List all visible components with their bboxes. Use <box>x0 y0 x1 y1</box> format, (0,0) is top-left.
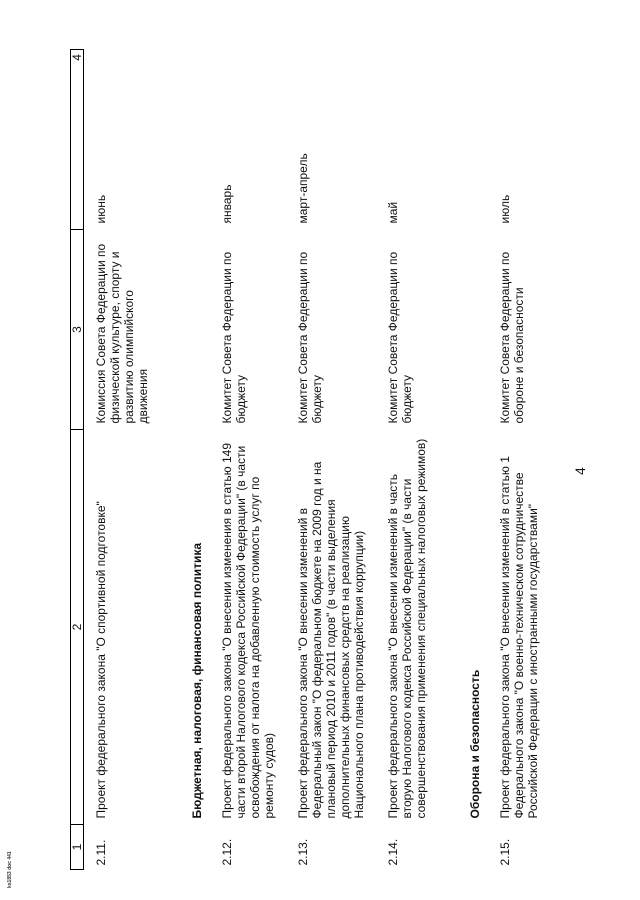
row-term: март-апрель <box>296 153 310 224</box>
row-title: Проект федерального закона "О внесении изменений в часть вторую Налогового кодекса Российской Федерации" (в части совершенствования применения специальных налоговых режимов) <box>386 438 428 819</box>
section-heading-budget: Бюджетная, налоговая, финансовая политика <box>190 542 204 819</box>
column-header-3: 3 <box>71 230 84 430</box>
section-heading-row <box>448 50 498 870</box>
row-number: 2.15. <box>498 838 512 866</box>
page-number: 4 <box>572 467 588 475</box>
column-header-2: 2 <box>71 430 84 825</box>
row-number: 2.11. <box>94 839 108 866</box>
row-term: июнь <box>94 194 108 224</box>
row-term: январь <box>220 184 234 224</box>
row-responsible: Комитет Совета Федерации по бюджету <box>386 251 414 424</box>
row-term: июль <box>498 194 512 224</box>
row-title: Проект федерального закона "О внесении изменения в статью 149 части второй Налогового кодекса Российской Федерации" (в части освобождения от налога на добавленную стоимость услуг по ремонту судов) <box>220 442 276 819</box>
row-responsible: Комиссия Совета Федерации по физической культуре, спорту и развитию олимпийского движения <box>94 243 150 424</box>
row-number: 2.13. <box>296 838 310 866</box>
row-responsible: Комитет Совета Федерации по обороне и безопасности <box>498 251 526 424</box>
row-responsible: Комитет Совета Федерации по бюджету <box>220 251 248 424</box>
table-row <box>498 50 560 870</box>
row-title: Проект федерального закона "О внесении изменений в Федеральный закон "О федеральном бюджете на 2009 год и на плановый период 2010 и 2011 годов" (в части выделения дополнительных финансовых средств на реализацию Национального плана противодействия коррупции) <box>296 461 366 819</box>
row-number: 2.14. <box>386 838 400 866</box>
table-row <box>220 50 296 870</box>
row-title: Проект федерального закона "О внесении изменений в статью 1 Федерального закона "О военно-техническом сотрудничестве Российской Федерации с иностранными государствами" <box>498 456 540 819</box>
table-header-row <box>71 50 84 870</box>
footer-code: ks1853 doc 441 <box>7 851 13 888</box>
section-heading-row <box>170 50 220 870</box>
table-row <box>94 50 170 870</box>
row-title: Проект федерального закона "О спортивной подготовке" <box>94 501 108 819</box>
row-term: май <box>386 201 400 224</box>
row-responsible: Комитет Совета Федерации по бюджету <box>296 251 324 424</box>
section-heading-defense: Оборона и безопасность <box>468 669 482 819</box>
column-header-1: 1 <box>71 825 84 870</box>
plan-table <box>70 49 560 870</box>
row-number: 2.12. <box>220 838 234 866</box>
table-row <box>386 50 448 870</box>
column-header-4: 4 <box>71 50 84 230</box>
table-row <box>296 50 386 870</box>
